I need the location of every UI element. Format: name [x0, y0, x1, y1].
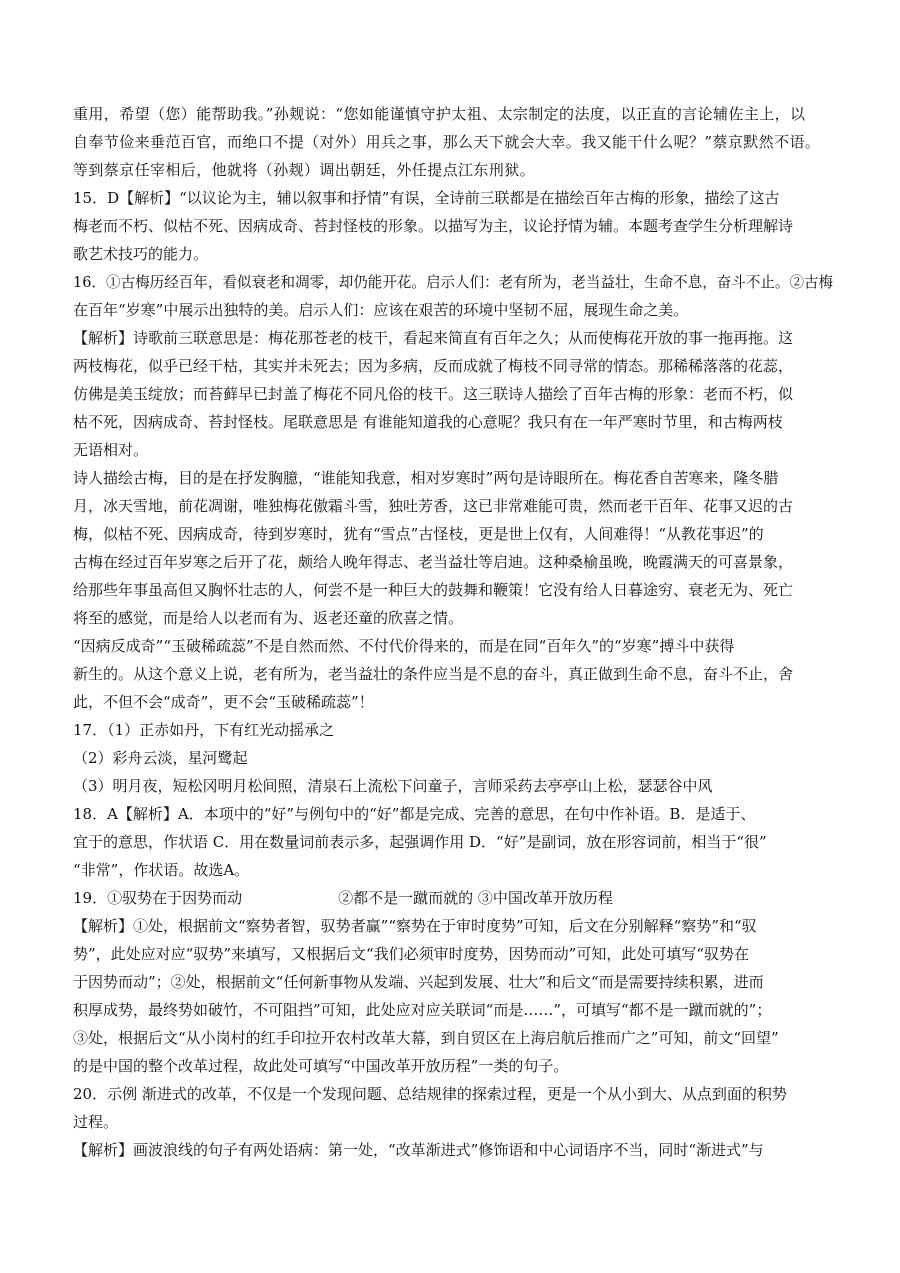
text-line: 17．（1）正赤如丹，下有红光动摇承之	[73, 721, 335, 739]
text-line: 18．A【解析】A．本项中的“好”与例句中的“好”都是完成、完善的意思，在句中作补语。B．是适于、	[73, 805, 756, 823]
text-line: 新生的。从这个意义上说，老有所为，老当益壮的条件应当是不息的奋斗，真正做到生命不息，奋斗不止，舍	[73, 665, 794, 683]
text-line: 积厚成势，最终势如破竹，不可阻挡”可知，此处应对应关联词“而是……”，可填写“都不是一蹴而就的”；	[73, 1001, 772, 1019]
text-line: 等到蔡京任宰相后，他就将（孙觌）调出朝廷，外任提点江东刑狱。	[73, 161, 536, 179]
text-line: 枯不死，因病成奇、苔封怪枝。尾联意思是 有谁能知道我的心意呢？我只有在一年严寒时节里，和古梅两枝	[73, 413, 783, 431]
text-line: 古梅在经过百年岁寒之后开了花，颇给人晚年得志、老当益壮等启迪。这种桑榆虽晚，晚霞满天的可喜景象，	[73, 553, 794, 571]
text-line	[73, 888, 833, 908]
text-line: “非常”，作状语。故选A。	[73, 861, 250, 879]
text-line: 梅，似枯不死、因病成奇，待到岁寒时，犹有“雪点”古怪枝，更是世上仅有，人间难得！“从教花事迟”的	[73, 525, 764, 543]
text-line: 【解析】①处，根据前文“察势者智，驭势者赢”“察势在于审时度势”可知，后文在分别解释“察势”和“驭	[73, 917, 757, 935]
text-line: 16．①古梅历经百年，看似衰老和凋零，却仍能开花。启示人们：老有所为，老当益壮，生命不息，奋斗不止。②古梅	[73, 273, 834, 291]
text-line: 重用，希望（您）能帮助我。”孙觌说：“您如能谨慎守护太祖、太宗制定的法度，以正直的言论辅佐主上，以	[73, 105, 806, 123]
answer-19-part1: 19．①驭势在于因势而动	[73, 889, 243, 907]
text-line: 两枝梅花，似乎已经干枯，其实并未死去；因为多病，反而成就了梅枝不同寻常的情态。那稀稀落落的花蕊，	[73, 357, 794, 375]
text-line: 梅老而不朽、似枯不死、因病成奇、苔封怪枝的形象。以描写为主，议论抒情为辅。本题考查学生分析理解诗	[73, 217, 794, 235]
text-line: 【解析】画波浪线的句子有两处语病：第一处，“改革渐进式”修饰语和中心词语序不当，同时“渐进式”与	[73, 1141, 764, 1159]
text-line: 给那些年事虽高但又胸怀壮志的人，何尝不是一种巨大的鼓舞和鞭策！它没有给人日暮途穷、衰老无为、死亡	[73, 581, 794, 599]
text-line: 于因势而动”；②处，根据前文“任何新事物从发端、兴起到发展、壮大”和后文“而是需要持续积累，进而	[73, 973, 764, 991]
text-line: 月，冰天雪地，前花凋谢，唯独梅花傲霜斗雪，独吐芳香，这已非常难能可贵，然而老干百年、花事又迟的古	[73, 497, 794, 515]
text-line: 自奉节俭来垂范百官，而绝口不提（对外）用兵之事，那么天下就会大幸。我又能干什么呢？”蔡京默然不语。	[73, 133, 821, 151]
text-line: 诗人描绘古梅，目的是在抒发胸臆，“谁能知我意，相对岁寒时”两句是诗眼所在。梅花香自苦寒来，隆冬腊	[73, 469, 779, 487]
text-line: “因病反成奇”“玉破稀疏蕊”不是自然而然、不付代价得来的，而是在同“百年久”的“岁寒”搏斗中获得	[73, 637, 735, 655]
text-line: 15．D【解析】“以议论为主，辅以叙事和抒情”有误，全诗前三联都是在描绘百年古梅的形象，描绘了这古	[73, 189, 780, 207]
text-line: 势”，此处应对应“驭势”来填写，又根据后文“我们必须审时度势，因势而动”可知，此处可填写“驭势在	[73, 945, 750, 963]
text-line: 宜于的意思，作状语 C．用在数量词前表示多，起强调作用 D．“好”是副词，放在形容词前，相当于“很”	[73, 833, 767, 851]
text-line: ③处，根据后文“从小岗村的红手印拉开农村改革大幕，到自贸区在上海启航后推而广之”可知，前文“回望”	[73, 1029, 779, 1047]
text-line: 歌艺术技巧的能力。	[73, 245, 209, 263]
text-line: 无语相对。	[73, 441, 149, 459]
text-line: 的是中国的整个改革过程，故此处可填写“中国改革开放历程”一类的句子。	[73, 1057, 569, 1075]
text-line: 仿佛是美玉绽放；而苔藓早已封盖了梅花不同凡俗的枝干。这三联诗人描绘了百年古梅的形象：老而不朽，似	[73, 385, 794, 403]
text-line: 过程。	[73, 1113, 119, 1131]
text-line: 【解析】诗歌前三联意思是：梅花那苍老的枝干，看起来简直有百年之久；从而使梅花开放的事一拖再拖。这	[73, 329, 794, 347]
answer-19-part2: ②都不是一蹴而就的 ③中国改革开放历程	[338, 889, 613, 907]
text-line: 20．示例 渐进式的改革，不仅是一个发现问题、总结规律的探索过程，更是一个从小到大、从点到面的积势	[73, 1085, 787, 1103]
text-line: 此，不但不会“成奇”，更不会“玉破稀疏蕊”！	[73, 693, 374, 711]
text-line: 将至的感觉，而是给人以老而有为、返老还童的欣喜之情。	[73, 609, 464, 627]
text-line: 在百年“岁寒”中展示出独特的美。启示人们：应该在艰苦的环境中坚韧不屈，展现生命之美。	[73, 301, 689, 319]
text-line: （2）彩舟云淡，星河鹭起	[73, 749, 248, 767]
text-line: （3）明月夜，短松冈明月松间照，清泉石上流松下问童子，言师采药去亭亭山上松，瑟瑟谷中风	[73, 777, 713, 795]
